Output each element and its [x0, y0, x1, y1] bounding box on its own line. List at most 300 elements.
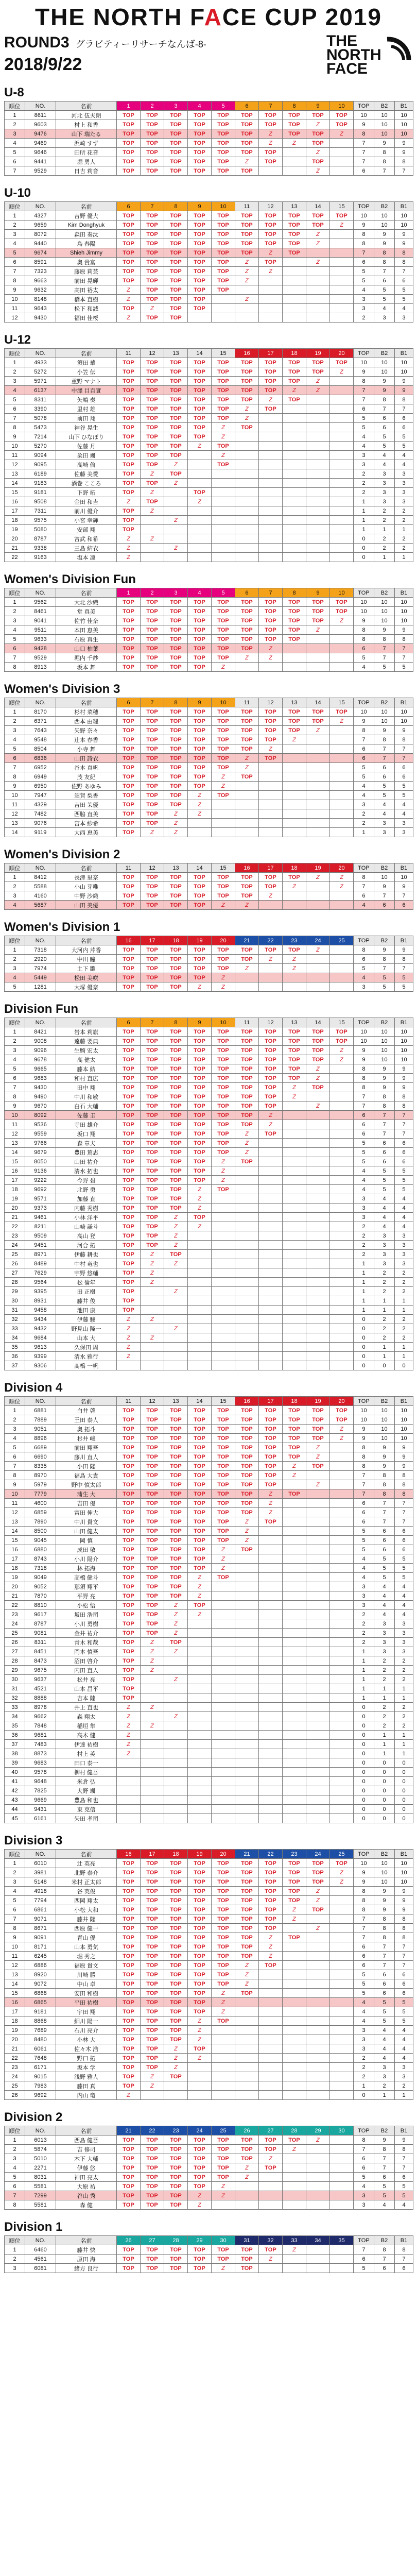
- result-cell: TOP: [164, 1139, 188, 1148]
- top-count-cell: 6: [354, 1942, 374, 1952]
- b2-count-cell: 1: [374, 1749, 395, 1758]
- result-cell: TOP: [235, 1452, 259, 1462]
- result-cell: [259, 1204, 283, 1213]
- result-cell: Z: [141, 1638, 164, 1647]
- top-count-cell: 7: [354, 2245, 374, 2255]
- rank-cell: 4: [5, 1055, 25, 1064]
- result-cell: [259, 1979, 283, 1989]
- result-cell: [283, 1656, 306, 1666]
- number-cell: 8873: [25, 1749, 56, 1758]
- result-cell: TOP: [117, 166, 141, 176]
- rank-cell: 14: [5, 828, 25, 837]
- b1-count-cell: 2: [395, 1656, 413, 1666]
- result-cell: [330, 1979, 354, 1989]
- result-cell: [330, 1712, 354, 1721]
- b1-count-cell: 7: [395, 644, 413, 653]
- b2-count-cell: 3: [374, 497, 395, 506]
- b2-count-cell: 1: [374, 1731, 395, 1740]
- result-cell: TOP: [235, 1877, 259, 1887]
- b2-count-cell: 9: [374, 377, 395, 386]
- table-row: [5, 1795, 413, 1805]
- result-cell: Z: [306, 1480, 330, 1489]
- problem-header: 17: [141, 1850, 164, 1859]
- column-header-b1: B1: [395, 1850, 413, 1859]
- result-cell: [330, 139, 354, 148]
- name-cell: 白井 啓: [56, 1406, 117, 1415]
- result-cell: TOP: [306, 1037, 330, 1046]
- table-row: [5, 267, 413, 276]
- table-row: [5, 1998, 413, 2007]
- result-cell: TOP: [141, 267, 164, 276]
- b2-count-cell: 5: [374, 432, 395, 442]
- result-cell: [212, 295, 235, 304]
- top-count-cell: 4: [354, 2016, 374, 2026]
- rank-cell: 18: [5, 516, 25, 525]
- rank-cell: 13: [5, 1139, 25, 1148]
- result-cell: [330, 1315, 354, 1324]
- result-cell: TOP: [141, 1564, 164, 1573]
- result-cell: [283, 1647, 306, 1656]
- rank-cell: 6: [5, 1452, 25, 1462]
- name-cell: 北野 泰介: [56, 1868, 117, 1877]
- number-cell: 8489: [25, 1259, 56, 1268]
- result-cell: TOP: [235, 148, 259, 157]
- result-cell: [330, 460, 354, 469]
- result-cell: TOP: [283, 1859, 306, 1868]
- result-cell: TOP: [164, 1415, 188, 1425]
- result-cell: TOP: [164, 414, 188, 423]
- b1-count-cell: 7: [395, 1129, 413, 1139]
- result-cell: [212, 2091, 235, 2100]
- result-cell: TOP: [117, 1452, 141, 1462]
- result-cell: TOP: [212, 157, 235, 166]
- rank-cell: 21: [5, 1213, 25, 1222]
- top-count-cell: 10: [354, 1859, 374, 1868]
- result-cell: TOP: [117, 1166, 141, 1176]
- b2-count-cell: 10: [374, 1037, 395, 1046]
- top-count-cell: 10: [354, 358, 374, 367]
- result-cell: TOP: [164, 1868, 188, 1877]
- result-cell: [212, 544, 235, 553]
- result-cell: TOP: [117, 1924, 141, 1933]
- result-cell: [259, 1545, 283, 1554]
- top-count-cell: 2: [354, 1222, 374, 1231]
- b2-count-cell: 3: [374, 1629, 395, 1638]
- name-cell: 岡 慎: [56, 1536, 117, 1545]
- table-row: [5, 1610, 413, 1619]
- name-cell: 佐々木 浩: [56, 2044, 117, 2054]
- result-cell: TOP: [164, 635, 188, 644]
- result-cell: TOP: [188, 901, 212, 910]
- table-row: [5, 139, 413, 148]
- b2-count-cell: 1: [374, 1306, 395, 1315]
- b1-count-cell: 9: [395, 1462, 413, 1471]
- rank-cell: 34: [5, 1333, 25, 1343]
- name-cell: 伊藤 駿: [56, 1315, 117, 1324]
- b2-count-cell: 10: [374, 1415, 395, 1425]
- result-cell: TOP: [117, 1998, 141, 2007]
- result-cell: [306, 1166, 330, 1176]
- b1-count-cell: 4: [395, 1610, 413, 1619]
- name-cell: 寺田 雄介: [56, 1120, 117, 1129]
- column-header-rank: 順位: [5, 1018, 25, 1027]
- result-cell: TOP: [212, 1055, 235, 1064]
- result-cell: TOP: [164, 386, 188, 395]
- table-row: [5, 964, 413, 973]
- name-cell: 井上 直也: [56, 1703, 117, 1712]
- number-cell: 8888: [25, 1693, 56, 1703]
- name-cell: 安部 翔: [56, 525, 117, 534]
- name-cell: 島 春陽: [56, 239, 117, 248]
- problem-header: 21: [235, 1850, 259, 1859]
- result-cell: TOP: [141, 377, 164, 386]
- result-cell: TOP: [188, 1961, 212, 1970]
- top-count-cell: 0: [354, 1731, 374, 1740]
- result-cell: [330, 386, 354, 395]
- name-cell: 三島 結衣: [56, 544, 117, 553]
- result-cell: Z: [164, 1222, 188, 1231]
- b1-count-cell: 2: [395, 506, 413, 516]
- problem-header: 11: [117, 863, 141, 873]
- result-cell: [259, 2264, 283, 2273]
- b2-count-cell: 1: [374, 1296, 395, 1306]
- column-header-no: NO.: [25, 863, 56, 873]
- top-count-cell: 4: [354, 1176, 374, 1185]
- result-cell: TOP: [212, 945, 235, 955]
- result-cell: [306, 1573, 330, 1582]
- result-cell: TOP: [188, 1443, 212, 1452]
- name-cell: 小林 洋平: [56, 1213, 117, 1222]
- result-cell: [330, 1629, 354, 1638]
- rank-cell: 19: [5, 1194, 25, 1204]
- result-cell: TOP: [235, 1499, 259, 1508]
- name-cell: 大原 祐: [56, 2182, 117, 2191]
- number-cell: 9091: [25, 1933, 56, 1942]
- problem-header: 14: [188, 1397, 212, 1406]
- number-cell: 9081: [25, 1629, 56, 1638]
- b1-count-cell: 10: [395, 120, 413, 129]
- number-cell: 9222: [25, 1176, 56, 1185]
- table-row: [5, 1554, 413, 1564]
- result-cell: TOP: [141, 2264, 164, 2273]
- number-cell: 6371: [25, 717, 56, 726]
- rank-cell: 6: [5, 404, 25, 414]
- b2-count-cell: 7: [374, 744, 395, 754]
- result-cell: TOP: [117, 772, 141, 782]
- rank-cell: 5: [5, 982, 25, 992]
- result-cell: TOP: [188, 139, 212, 148]
- result-cell: TOP: [188, 1157, 212, 1166]
- name-cell: 内田 直人: [56, 1666, 117, 1675]
- name-cell: 矢嶋 奏: [56, 395, 117, 404]
- top-count-cell: 2: [354, 469, 374, 479]
- number-cell: 9665: [25, 1064, 56, 1074]
- result-cell: TOP: [212, 1489, 235, 1499]
- result-cell: Z: [235, 901, 259, 910]
- result-cell: [283, 1786, 306, 1795]
- result-cell: TOP: [306, 717, 330, 726]
- b1-count-cell: 0: [395, 1814, 413, 1823]
- result-cell: [306, 1805, 330, 1814]
- result-cell: TOP: [164, 735, 188, 744]
- problem-header: 22: [259, 1850, 283, 1859]
- result-cell: [188, 828, 212, 837]
- name-cell: 神田 亮太: [56, 2173, 117, 2182]
- column-header-b2: B2: [374, 101, 395, 111]
- table-row: [5, 653, 413, 663]
- result-cell: [306, 1222, 330, 1231]
- problem-header: 13: [283, 698, 306, 707]
- result-cell: TOP: [212, 129, 235, 139]
- result-cell: [188, 1324, 212, 1333]
- section-title: Division 2: [4, 2110, 63, 2124]
- result-cell: [283, 1139, 306, 1148]
- result-cell: [306, 891, 330, 901]
- name-cell: 生駒 宏太: [56, 1046, 117, 1055]
- b1-count-cell: 10: [395, 1027, 413, 1037]
- result-cell: [330, 2072, 354, 2081]
- rank-cell: 4: [5, 973, 25, 982]
- result-cell: TOP: [141, 1961, 164, 1970]
- result-cell: TOP: [164, 285, 188, 295]
- table-row: [5, 111, 413, 120]
- result-cell: TOP: [141, 1896, 164, 1905]
- table-row: [5, 707, 413, 717]
- result-cell: [259, 1582, 283, 1591]
- result-cell: Z: [212, 1157, 235, 1166]
- rank-cell: 3: [5, 377, 25, 386]
- rank-cell: 18: [5, 2016, 25, 2026]
- table-row: [5, 1684, 413, 1693]
- result-cell: TOP: [141, 772, 164, 782]
- result-cell: TOP: [141, 2154, 164, 2163]
- result-cell: TOP: [164, 367, 188, 377]
- rank-cell: 3: [5, 891, 25, 901]
- result-cell: TOP: [164, 2200, 188, 2210]
- b2-count-cell: 10: [374, 1406, 395, 1415]
- rank-cell: 12: [5, 1129, 25, 1139]
- result-cell: [212, 1306, 235, 1315]
- result-cell: [235, 1647, 259, 1656]
- problem-header: 16: [235, 1397, 259, 1406]
- top-count-cell: 9: [354, 221, 374, 230]
- table-row: [5, 2264, 413, 2273]
- b1-count-cell: 4: [395, 1213, 413, 1222]
- result-cell: TOP: [117, 819, 141, 828]
- result-cell: [306, 1914, 330, 1924]
- table-row: [5, 1619, 413, 1629]
- result-cell: [259, 1268, 283, 1278]
- result-cell: TOP: [141, 1194, 164, 1204]
- b2-count-cell: 3: [374, 1259, 395, 1268]
- result-cell: TOP: [235, 1074, 259, 1083]
- b2-count-cell: 5: [374, 791, 395, 800]
- b1-count-cell: 10: [395, 1046, 413, 1055]
- result-cell: [330, 1703, 354, 1712]
- result-cell: [330, 819, 354, 828]
- result-cell: TOP: [235, 2145, 259, 2154]
- result-cell: Z: [283, 964, 306, 973]
- name-cell: 須田 華: [56, 358, 117, 367]
- result-cell: [117, 1795, 141, 1805]
- rank-cell: 6: [5, 258, 25, 267]
- problem-header: 8: [164, 698, 188, 707]
- result-cell: [330, 267, 354, 276]
- result-cell: [306, 882, 330, 891]
- top-count-cell: 1: [354, 1278, 374, 1287]
- result-cell: TOP: [164, 2163, 188, 2173]
- number-cell: 5473: [25, 423, 56, 432]
- top-count-cell: 5: [354, 964, 374, 973]
- result-cell: TOP: [283, 248, 306, 258]
- table-row: [5, 1896, 413, 1905]
- number-cell: 5148: [25, 1877, 56, 1887]
- top-count-cell: 3: [354, 2200, 374, 2210]
- name-cell: 山田 健太: [56, 1527, 117, 1536]
- result-cell: [164, 1296, 188, 1306]
- table-header-row: [5, 2126, 413, 2136]
- result-cell: TOP: [117, 248, 141, 258]
- number-cell: 9428: [25, 644, 56, 653]
- top-count-cell: 8: [354, 1896, 374, 1905]
- result-cell: [283, 1508, 306, 1517]
- result-cell: TOP: [212, 1868, 235, 1877]
- result-cell: Z: [259, 129, 283, 139]
- result-cell: [212, 2026, 235, 2035]
- result-cell: TOP: [188, 772, 212, 782]
- result-cell: [141, 1805, 164, 1814]
- b1-count-cell: 10: [395, 717, 413, 726]
- result-cell: [330, 2255, 354, 2264]
- number-cell: 5272: [25, 367, 56, 377]
- b1-count-cell: 10: [395, 1037, 413, 1046]
- table-row: [5, 644, 413, 653]
- result-cell: TOP: [235, 239, 259, 248]
- result-cell: TOP: [141, 1027, 164, 1037]
- b1-count-cell: 9: [395, 1083, 413, 1092]
- table-row: [5, 1406, 413, 1415]
- result-cell: TOP: [117, 653, 141, 663]
- column-header-rank: 順位: [5, 698, 25, 707]
- result-cell: Z: [212, 451, 235, 460]
- result-cell: TOP: [164, 982, 188, 992]
- rank-cell: 3: [5, 964, 25, 973]
- table-header-row: [5, 349, 413, 358]
- result-cell: [330, 1083, 354, 1092]
- result-cell: [259, 1638, 283, 1647]
- name-cell: 大北 沙織: [56, 598, 117, 607]
- result-cell: [330, 1213, 354, 1222]
- result-cell: TOP: [235, 166, 259, 176]
- result-cell: [212, 1315, 235, 1324]
- table-row: [5, 1573, 413, 1582]
- result-cell: [330, 1998, 354, 2007]
- b2-count-cell: 8: [374, 1092, 395, 1101]
- result-cell: TOP: [164, 423, 188, 432]
- result-cell: TOP: [212, 2136, 235, 2145]
- column-header-b1: B1: [395, 2126, 413, 2136]
- rank-cell: 11: [5, 800, 25, 809]
- result-cell: TOP: [259, 358, 283, 367]
- problem-header: 17: [259, 1397, 283, 1406]
- number-cell: 9679: [25, 1148, 56, 1157]
- number-cell: 6880: [25, 1545, 56, 1554]
- result-cell: TOP: [259, 1083, 283, 1092]
- result-cell: TOP: [235, 955, 259, 964]
- name-cell: 高崎 倫: [56, 460, 117, 469]
- top-count-cell: 1: [354, 1684, 374, 1693]
- result-cell: TOP: [283, 395, 306, 404]
- result-cell: [306, 404, 330, 414]
- name-cell: 宮武 和希: [56, 534, 117, 544]
- result-cell: [306, 1092, 330, 1101]
- rank-cell: 8: [5, 1924, 25, 1933]
- result-cell: TOP: [117, 258, 141, 267]
- result-cell: [330, 2044, 354, 2054]
- result-cell: TOP: [188, 1554, 212, 1564]
- result-cell: [259, 1527, 283, 1536]
- b2-count-cell: 5: [374, 973, 395, 982]
- b1-count-cell: 3: [395, 2072, 413, 2081]
- b2-count-cell: 10: [374, 1055, 395, 1064]
- result-cell: TOP: [212, 1434, 235, 1443]
- number-cell: 8913: [25, 663, 56, 672]
- table-row: [5, 1970, 413, 1979]
- table-row: [5, 488, 413, 497]
- result-cell: TOP: [117, 2245, 141, 2255]
- problem-header: 22: [141, 2126, 164, 2136]
- result-cell: [283, 1601, 306, 1610]
- result-cell: TOP: [259, 1961, 283, 1970]
- top-count-cell: 5: [354, 653, 374, 663]
- result-cell: TOP: [235, 1480, 259, 1489]
- result-cell: TOP: [306, 1027, 330, 1037]
- result-cell: [283, 1343, 306, 1352]
- column-header-top: TOP: [354, 1850, 374, 1859]
- result-cell: Z: [141, 1315, 164, 1324]
- result-cell: [188, 819, 212, 828]
- result-cell: [259, 1573, 283, 1582]
- result-cell: [330, 1970, 354, 1979]
- number-cell: 9548: [25, 735, 56, 744]
- b1-count-cell: 10: [395, 358, 413, 367]
- result-cell: Z: [259, 644, 283, 653]
- result-cell: TOP: [235, 607, 259, 616]
- result-cell: TOP: [259, 148, 283, 157]
- result-cell: TOP: [235, 1462, 259, 1471]
- result-cell: TOP: [188, 386, 212, 395]
- name-cell: 森 章夫: [56, 1139, 117, 1148]
- number-cell: 9603: [25, 120, 56, 129]
- result-cell: [212, 1343, 235, 1352]
- result-cell: Z: [259, 2154, 283, 2163]
- table-row: [5, 423, 413, 432]
- result-cell: TOP: [117, 1952, 141, 1961]
- result-cell: [259, 497, 283, 506]
- result-cell: TOP: [141, 2026, 164, 2035]
- rank-cell: 12: [5, 809, 25, 819]
- problem-header: 23: [164, 2126, 188, 2136]
- name-cell: 山田 美優: [56, 901, 117, 910]
- result-cell: Z: [141, 2081, 164, 2091]
- result-cell: TOP: [212, 1406, 235, 1415]
- result-cell: Z: [235, 1970, 259, 1979]
- result-cell: TOP: [188, 735, 212, 744]
- number-cell: 8971: [25, 1250, 56, 1259]
- rank-cell: 5: [5, 1896, 25, 1905]
- result-cell: TOP: [235, 1859, 259, 1868]
- result-cell: TOP: [283, 873, 306, 882]
